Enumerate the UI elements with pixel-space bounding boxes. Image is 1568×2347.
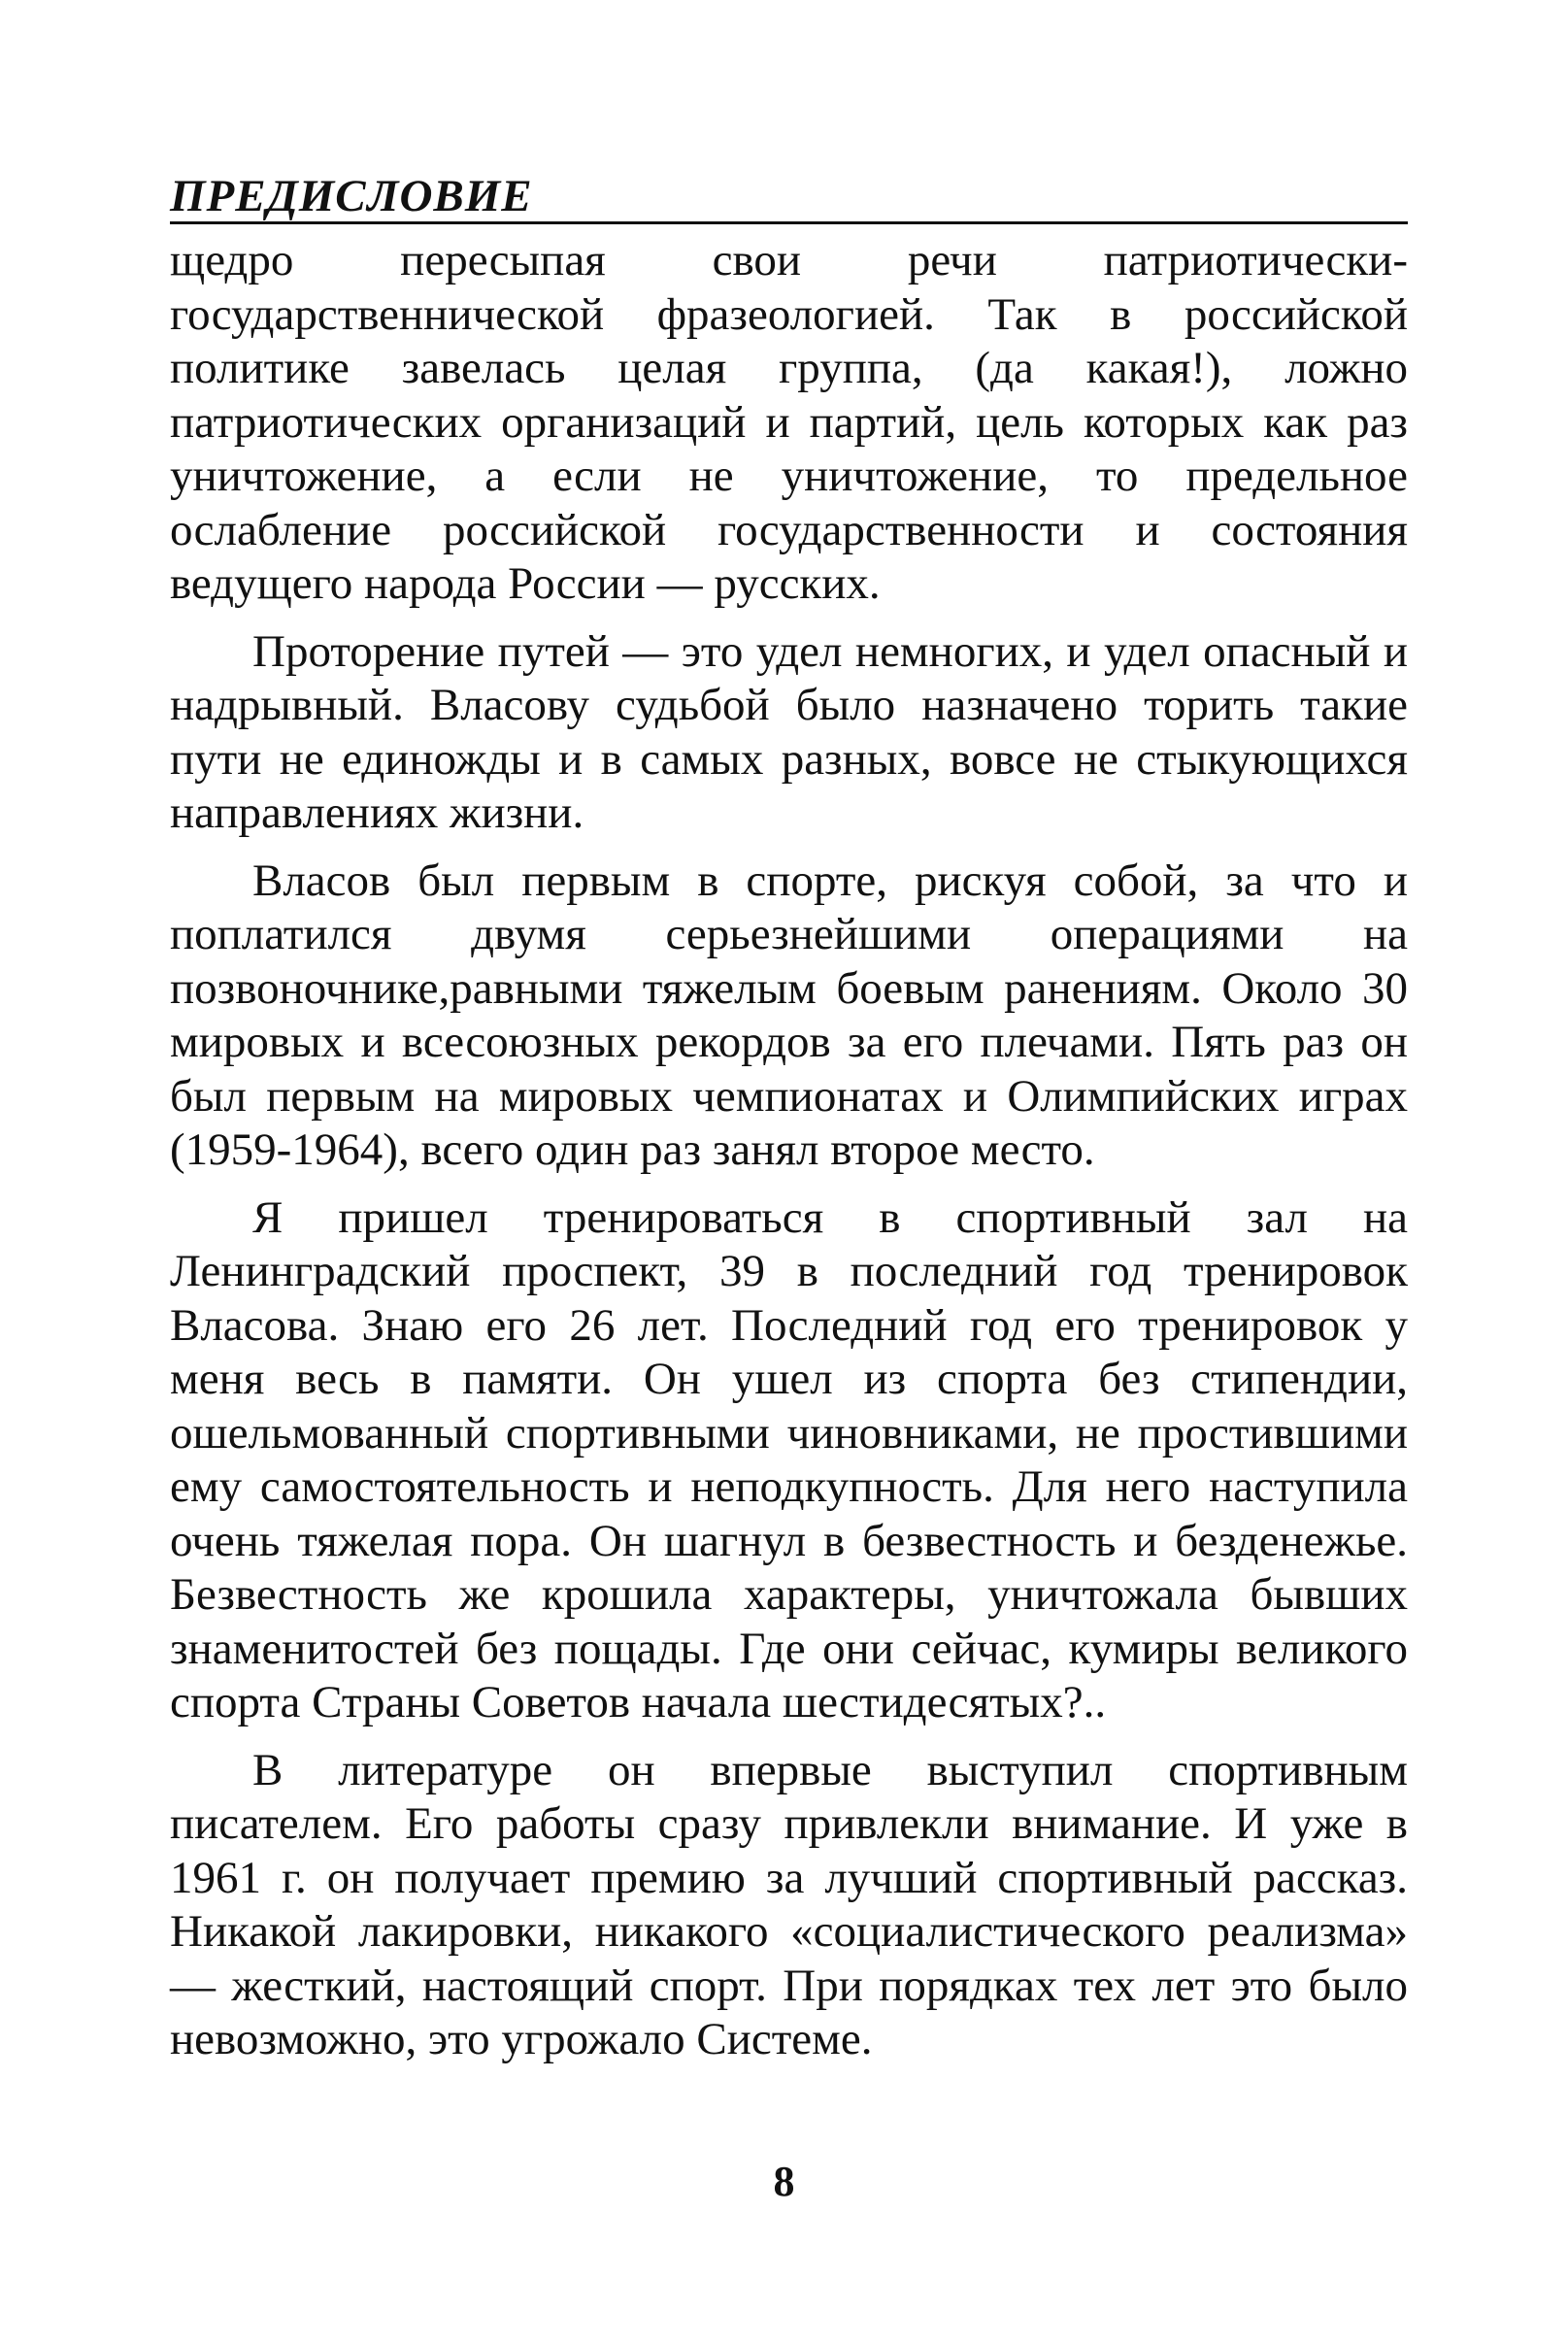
running-head bbox=[170, 146, 1408, 224]
paragraph: Я пришел тренироваться в спортивный зал на Ленинградский проспект, 39 в последний год тренировок Власова. Знаю его 26 лет. Последний год его тренировок у меня весь в памяти. Он ушел из спорта без стипендии, ошельмованный спортивными чиновниками, не простившими ему самостоятельность и неподкупность. Для него наступила очень тяжелая пора. Он шагнул в безвестность и безденежье. Безвестность же крошила характеры, уничтожала бывших знаменитостей без пощады. Где они сейчас, кумиры великого спорта Страны Советов начала шестидесятых?.. bbox=[170, 1191, 1408, 1727]
running-title: ПРЕДИСЛОВИЕ bbox=[170, 171, 533, 221]
page-number: 8 bbox=[773, 2158, 795, 2205]
paragraph: Власов был первым в спорте, рискуя собой, за что и поплатился двумя серьезнейшими операциями на позвоночнике,равными тяжелым боевым ранениям. Около 30 мировых и всесоюзных рекордов за его плечами. Пять раз он был первым на мировых чемпионатах и Олимпийских играх (1959-1964), всего один раз занял второе место. bbox=[170, 855, 1408, 1175]
paragraph-continuation: щедро пересыпая свои речи патриотически-государственнической фразеологией. Так в российской политике завелась целая группа, (да какая!), ложно патриотических организаций и партий, цель которых как раз уничтожение, а если не уничтожение, то предельное ослабление российской государственности и состояния ведущего народа России — русских. bbox=[170, 235, 1408, 609]
book-page bbox=[170, 146, 1408, 2067]
paragraph: Проторение путей — это удел немногих, и удел опасный и надрывный. Власову судьбой было назначено торить такие пути не единожды и в самых разных, вовсе не стыкующихся направлениях жизни. bbox=[170, 625, 1408, 838]
paragraph: В литературе он впервые выступил спортивным писателем. Его работы сразу привлекли внимание. И уже в 1961 г. он получает премию за лучший спортивный рассказ. Никакой лакировки, никакого «социалистического реализма» — жесткий, настоящий спорт. При порядках тех лет это было невозможно, это угрожало Системе. bbox=[170, 1744, 1408, 2064]
body-text bbox=[170, 234, 1408, 2067]
